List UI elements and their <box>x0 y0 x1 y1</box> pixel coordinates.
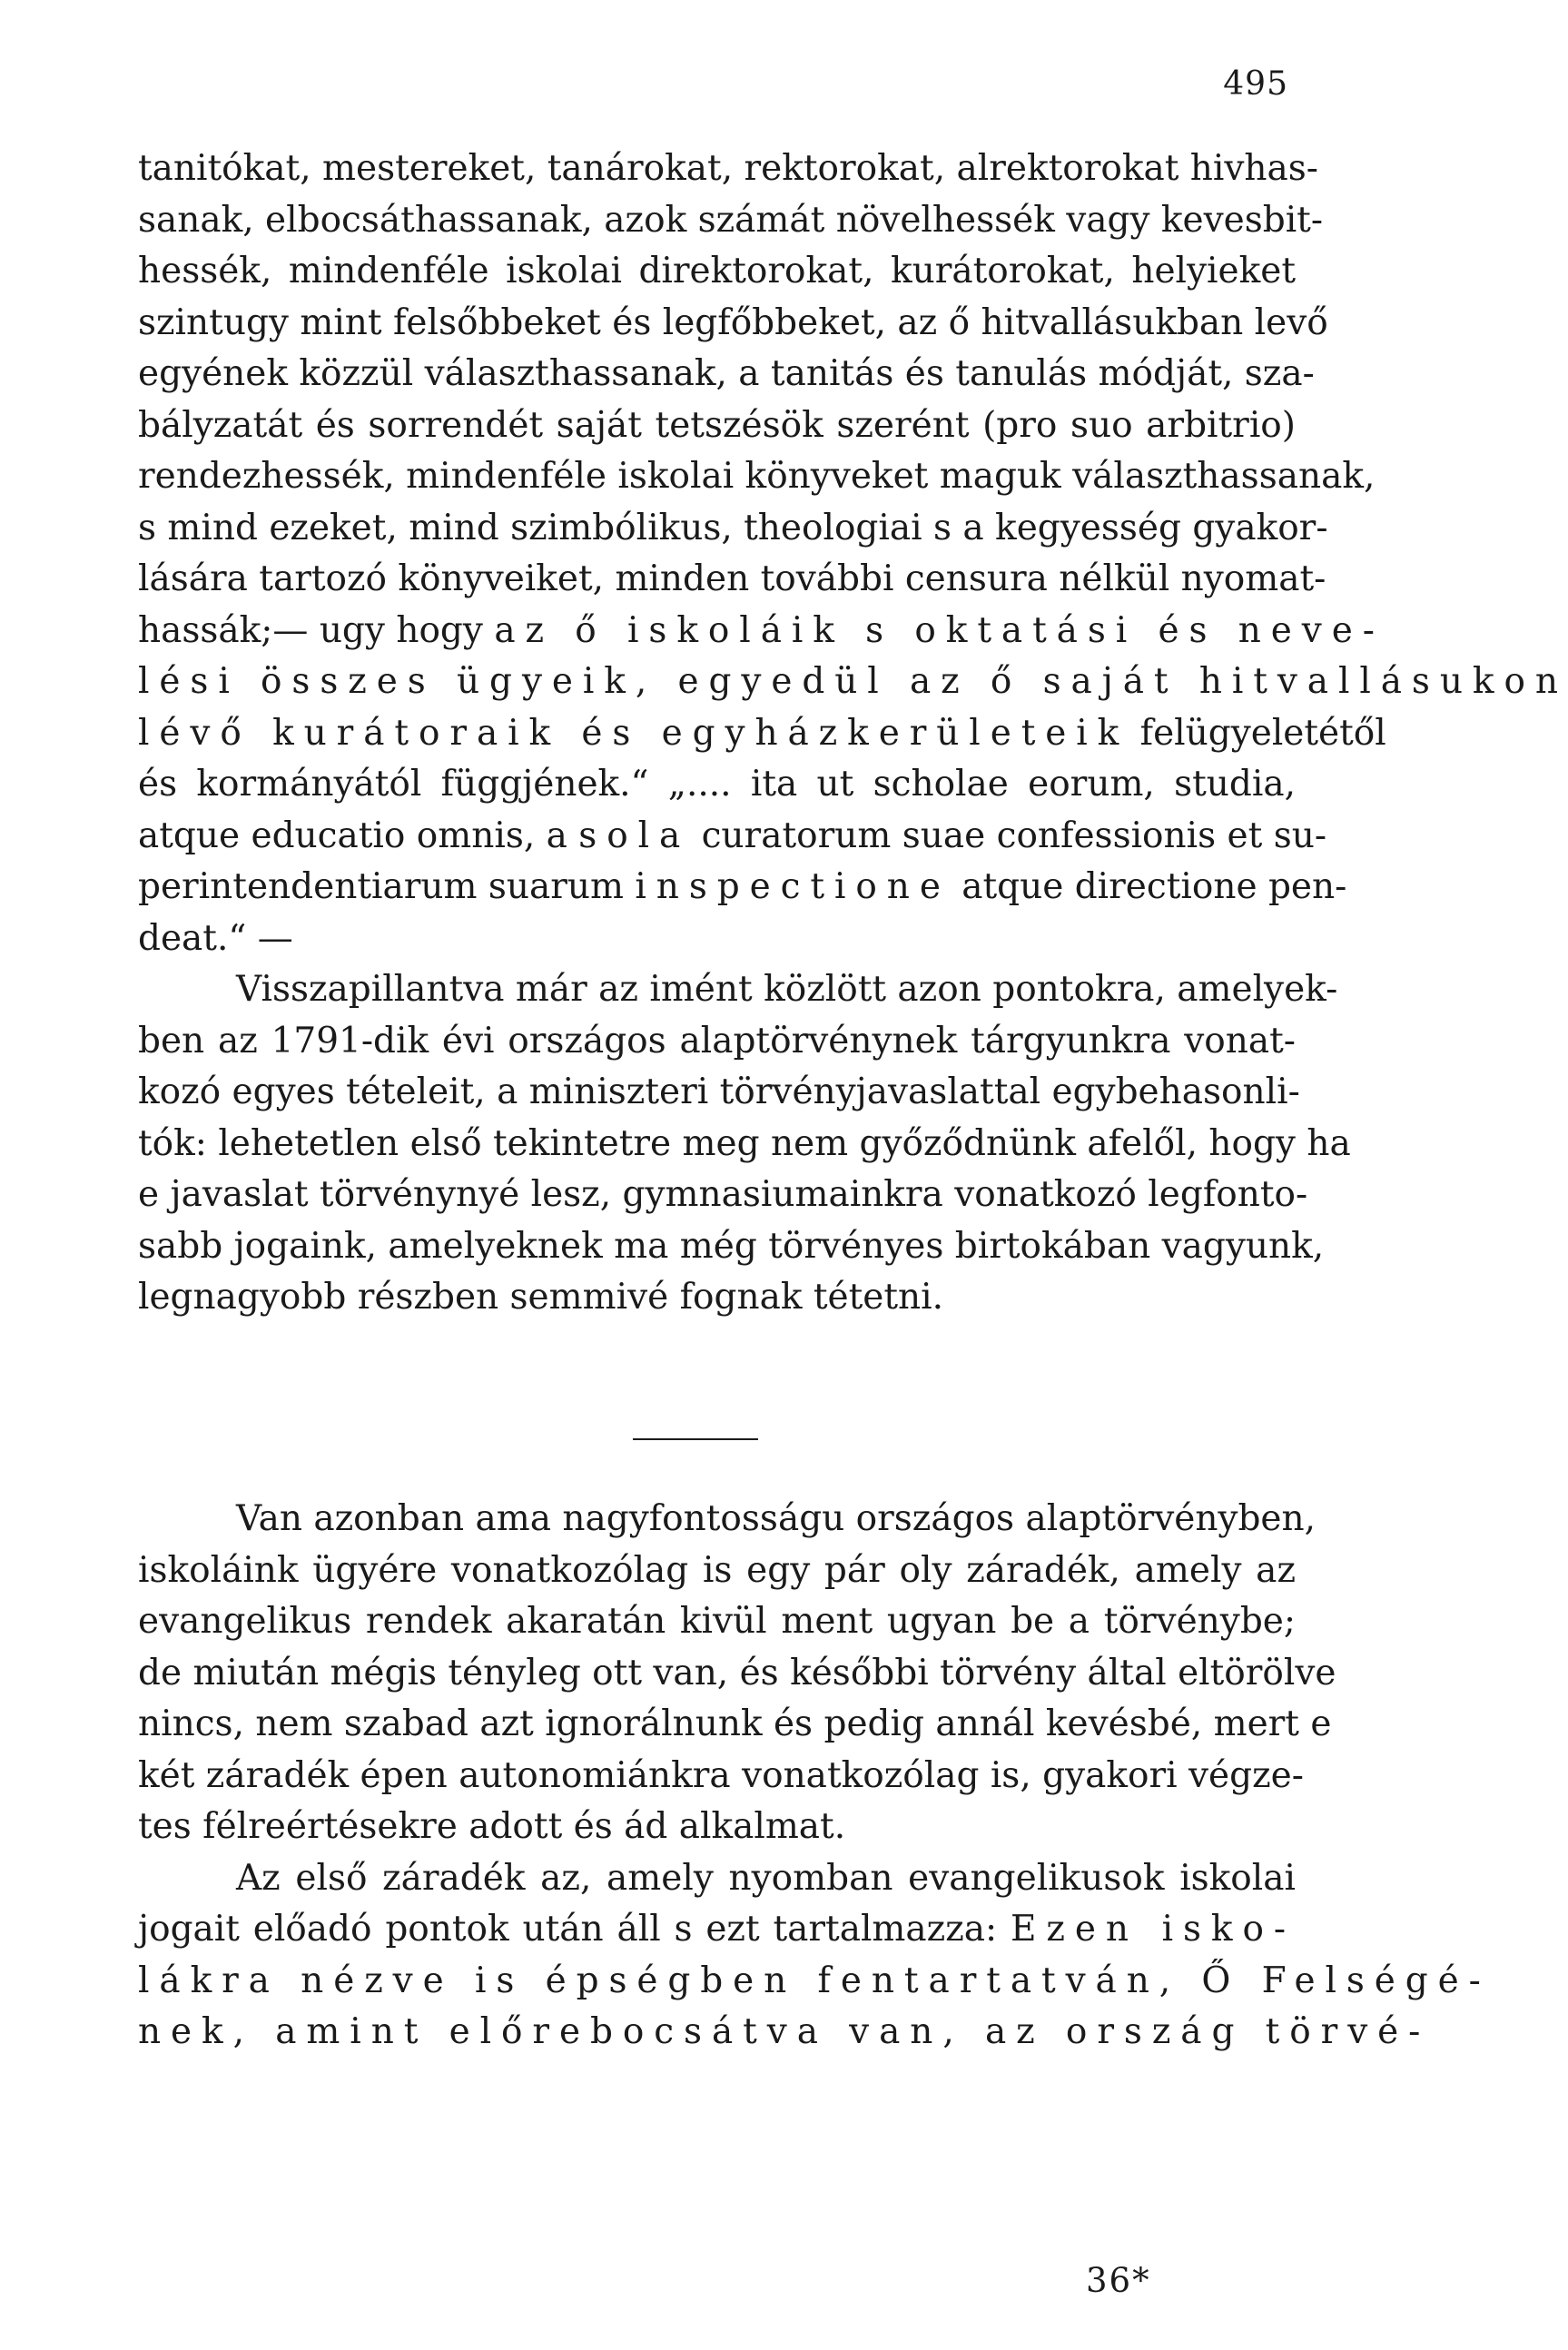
paragraph-start-line: Visszapillantva már az imént közlött azon pontokra, amelyek- <box>236 969 1338 1010</box>
text-line <box>138 811 1326 863</box>
paragraph-start-line: Az első záradék az, amely nyomban evangelikusok iskolai <box>236 1857 1296 1899</box>
text-line <box>138 708 1386 760</box>
text-run: jogait előadó pontok után áll s ezt tartalmazza: <box>138 1909 998 1950</box>
text-run: atque directione pen- <box>962 866 1347 907</box>
text-run: felügyeletétől <box>1139 712 1386 754</box>
text-line: tók: lehetetlen első tekintetre meg nem győződnünk afelől, hogy ha <box>138 1122 1351 1164</box>
text-run: atque educatio omnis, a <box>138 815 567 856</box>
paragraph-start-line: Van azonban ama nagyfontosságu országos alaptörvényben, <box>236 1498 1317 1539</box>
text-line: ben az 1791-dik évi országos alaptörvénynek tárgyunkra vonat- <box>138 1020 1296 1061</box>
text-line: és kormányától függjének.“ „.... ita ut scholae eorum, studia, <box>138 764 1296 805</box>
text-run: hassák;— ugy hogy <box>138 609 483 651</box>
text-block-bottom <box>138 1494 1491 2059</box>
text-line: hessék, mindenféle iskolai direktorokat, kurátorokat, helyieket <box>138 251 1296 291</box>
emphasized-text: inspectione <box>635 866 951 907</box>
text-line: s mind ezeket, mind szimbólikus, theologiai s a kegyesség gyakor- <box>138 507 1328 548</box>
text-line: de miután mégis tényleg ott van, és későbbi törvény által eltörölve <box>138 1652 1336 1693</box>
emphasized-text: lévő kurátoraik és egyházkerületeik <box>138 712 1129 754</box>
text-line: iskoláink ügyére vonatkozólag is egy pár oly záradék, amely az <box>138 1549 1296 1591</box>
text-line: tes félreértésekre adott és ád alkalmat. <box>138 1806 846 1847</box>
text-line: evangelikus rendek akaratán kivül ment ugyan be a törvénybe; <box>138 1601 1296 1642</box>
signature-mark: 36* <box>1086 2261 1151 2300</box>
section-divider <box>633 1438 758 1440</box>
text-line <box>138 862 1347 913</box>
emphasized-line: nek, amint előrebocsátva van, az ország törvé- <box>138 2011 1431 2052</box>
emphasized-text: sola <box>578 815 691 856</box>
text-run: curatorum suae confessionis et su- <box>701 815 1326 856</box>
emphasized-text: az ő iskoláik s oktatási és neve- <box>494 609 1385 651</box>
text-line: lására tartozó könyveiket, minden további censura nélkül nyomat- <box>138 558 1326 599</box>
text-line: deat.“ — <box>138 917 293 959</box>
text-line: egyének közzül választhassanak, a tanitás és tanulás módját, sza- <box>138 353 1315 394</box>
text-line: rendezhessék, mindenféle iskolai könyveket maguk választhassanak, <box>138 456 1376 497</box>
text-line: szintugy mint felsőbbeket és legfőbbeket, az ő hitvallásukban levő <box>138 301 1328 343</box>
text-line: sabb jogaink, amelyeknek ma még törvényes birtokában vagyunk, <box>138 1225 1325 1267</box>
text-run: perintendentiarum suarum <box>138 866 624 907</box>
text-block-top <box>138 143 1568 1324</box>
text-line: nincs, nem szabad azt ignorálnunk és pedig annál kevésbé, mert e <box>138 1703 1332 1744</box>
page-number: 495 <box>1223 65 1288 103</box>
text-line: e javaslat törvénynyé lesz, gymnasiumainkra vonatkozó legfonto- <box>138 1174 1308 1215</box>
emphasized-line: lákra nézve is épségben fentartatván, Ő Felségé- <box>138 1960 1491 2001</box>
text-line: sanak, elbocsáthassanak, azok számát növelhessék vagy kevesbit- <box>138 199 1324 241</box>
text-line: kozó egyes tételeit, a miniszteri törvényjavaslattal egybehasonli- <box>138 1071 1300 1112</box>
text-line <box>138 1904 1296 1956</box>
emphasized-text: Ezen isko- <box>1010 1909 1296 1950</box>
text-line <box>138 606 1385 657</box>
text-line: legnagyobb részben semmivé fognak tétetni. <box>138 1277 944 1318</box>
text-line: tanitókat, mestereket, tanárokat, rektorokat, alrektorokat hivhas- <box>138 148 1318 189</box>
text-line: bályzatát és sorrendét saját tetszésök szerént (pro suo arbitrio) <box>138 404 1296 446</box>
text-line: két záradék épen autonomiánkra vonatkozólag is, gyakori végze- <box>138 1754 1304 1796</box>
emphasized-line: lési összes ügyeik, egyedül az ő saját hitvallásukon <box>138 661 1568 702</box>
